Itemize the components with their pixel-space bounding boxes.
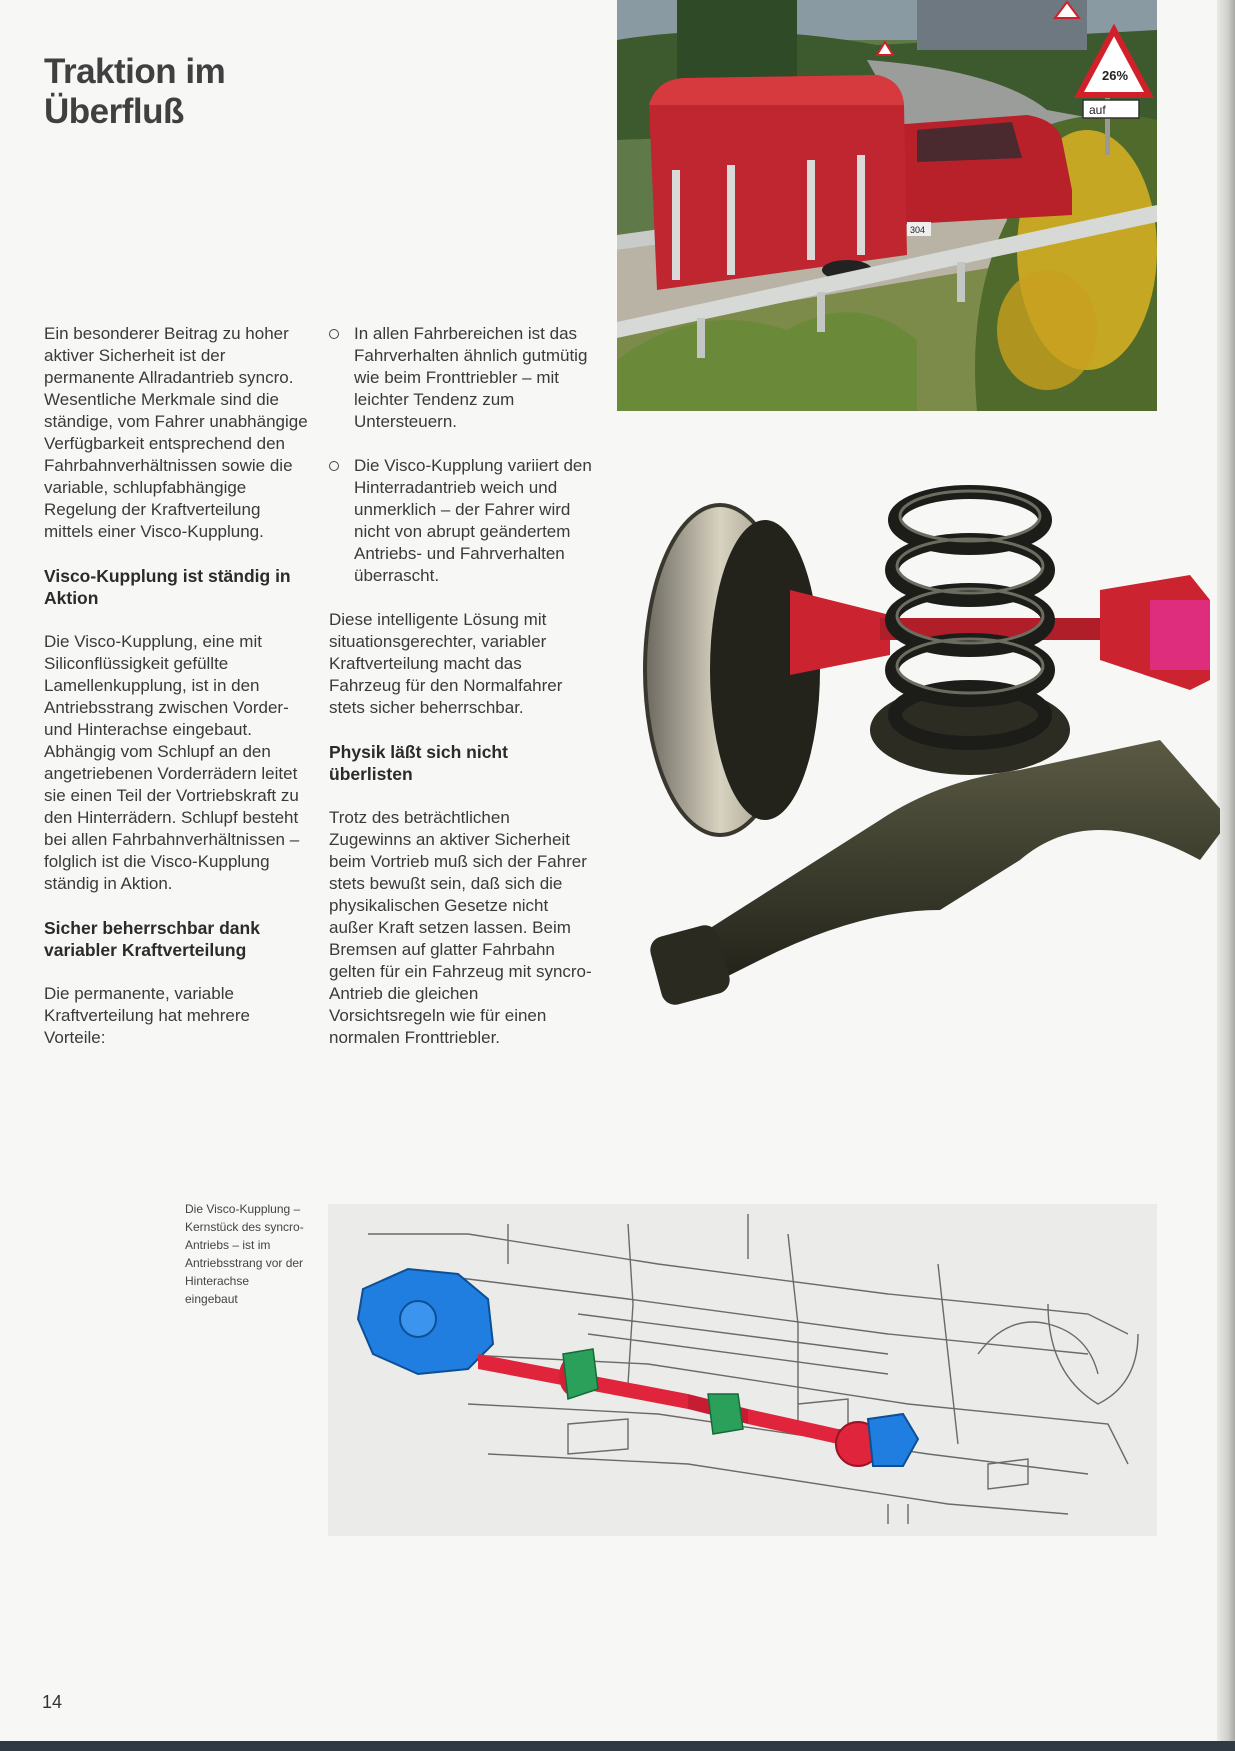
bullet-text: Die Visco-Kupplung variiert den Hinterradantrieb weich und unmerklich – der Fahrer wird nicht von abrupt geändertem Antriebs- und Fahrverhalten überrascht.	[354, 456, 592, 585]
svg-text:304: 304	[910, 225, 926, 235]
svg-text:auf: auf	[1089, 103, 1106, 117]
bullet-text: In allen Fahrbereichen ist das Fahrverhalten ähnlich gutmütig wie beim Fronttriebler – mit leichter Tendenz zum Untersteuern.	[354, 324, 588, 431]
physik-paragraph: Trotz des beträchtlichen Zugewinns an aktiver Sicherheit beim Vortrieb muß sich der Fahrer stets bewußt sein, daß sich die physikalischen Gesetze nicht außer Kraft setzen lassen. Beim Bremsen auf glatter Fahrbahn gelten für ein Fahrzeug mit syncro-Antrieb die gleichen Vorsichtsregeln wie für einen normalen Fronttriebler.	[329, 808, 592, 1047]
text-column-left	[44, 323, 314, 1071]
bullet-circle-icon	[329, 329, 339, 339]
text-column-right	[329, 323, 594, 1071]
bottom-bar	[0, 1741, 1235, 1751]
page-title	[44, 52, 225, 132]
heading-physik: Physik läßt sich nicht überlisten	[329, 742, 508, 784]
figure-caption: Die Visco-Kupplung – Kernstück des syncro-Antriebs – ist im Antriebsstrang vor der Hinterachse eingebaut	[185, 1202, 304, 1306]
rear-suspension-photo	[640, 440, 1220, 1040]
svg-text:26%: 26%	[1102, 68, 1129, 83]
vorteile-paragraph: Die permanente, variable Kraftverteilung hat mehrere Vorteile:	[44, 984, 250, 1047]
heading-visco-kupplung: Visco-Kupplung ist ständig in Aktion	[44, 566, 291, 608]
heading-kraftverteilung: Sicher beherrschbar dank variabler Kraftverteilung	[44, 918, 260, 960]
bullet-item	[329, 323, 594, 433]
van-trailer-photo	[617, 0, 1157, 411]
intro-paragraph: Ein besonderer Beitrag zu hoher aktiver Sicherheit ist der permanente Allradantrieb syncro. Wesentliche Merkmale sind die ständige, vom Fahrer unabhängige Verfügbarkeit entsprechend den Fahrbahnverhältnissen sowie die variable, schlupfabhängige Regelung der Kraftverteilung mittels einer Visco-Kupplung.	[44, 324, 308, 541]
page-number: 14	[42, 1692, 63, 1712]
bullet-item	[329, 455, 594, 587]
drivetrain-drawing	[328, 1204, 1157, 1536]
visco-paragraph: Die Visco-Kupplung, eine mit Siliconflüssigkeit gefüllte Lamellenkupplung, ist in den Antriebsstrang zwischen Vorder- und Hinterachse eingebaut. Abhängig vom Schlupf an den angetriebenen Vorderrädern leitet sie einen Teil der Vortriebskraft zu den Hinterrädern. Schlupf besteht bei allen Fahrbahnverhältnissen – folglich ist die Visco-Kupplung ständig in Aktion.	[44, 632, 300, 893]
bullet-circle-icon	[329, 461, 339, 471]
title-line-2: Überfluß	[44, 92, 184, 131]
loesung-paragraph: Diese intelligente Lösung mit situationsgerechter, variabler Kraftverteilung macht das Fahrzeug für den Normalfahrer stets sicher beherrschbar.	[329, 610, 563, 717]
title-line-1: Traktion im	[44, 52, 226, 91]
